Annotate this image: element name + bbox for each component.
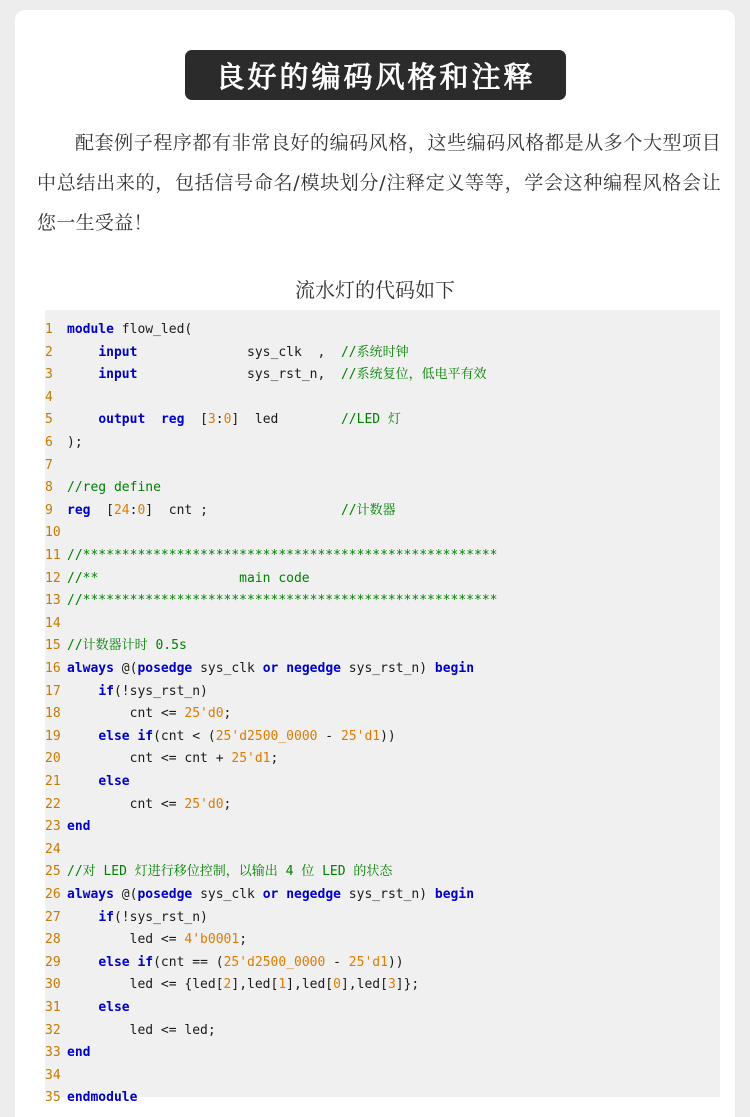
code-text: (cnt < (: [153, 728, 216, 744]
code-line: [45, 703, 720, 726]
line-number: 15: [45, 638, 61, 654]
code-text: sys_rst_n): [340, 661, 435, 676]
code-block: [45, 310, 720, 1106]
code-line: [45, 658, 720, 681]
line-number: 6: [45, 435, 53, 450]
code-keyword: reg: [67, 502, 91, 518]
code-text: sys_clk: [192, 661, 263, 676]
code-text: )): [387, 954, 404, 970]
code-text: )): [380, 728, 396, 744]
code-line: [45, 1065, 720, 1088]
line-number: 32: [45, 1022, 61, 1038]
code-number: 2: [223, 977, 232, 993]
code-number: 0: [223, 412, 232, 428]
code-number: 4'b0001: [184, 932, 240, 948]
code-keyword: output: [98, 412, 146, 428]
code-text: [278, 887, 286, 902]
code-text: [67, 1000, 98, 1015]
code-keyword: or: [262, 887, 279, 902]
line-number: 19: [45, 728, 61, 744]
code-number: 25'd2500_0000: [215, 728, 318, 744]
code-text: [67, 774, 98, 789]
intro-paragraph: 配套例子程序都有非常良好的编码风格，这些编码风格都是从多个大型项目中总结出来的，包括信号命名/模块划分/注释定义等等，学会这种编程风格会让您一生受益！: [37, 132, 721, 234]
code-text: ],led[: [286, 977, 334, 993]
code-text: (!sys_rst_n): [113, 683, 208, 699]
line-number: 18: [45, 706, 61, 722]
code-text: ] cnt ;: [145, 502, 341, 518]
code-keyword: input: [98, 367, 138, 383]
code-number: 24: [113, 502, 130, 518]
line-number: 34: [45, 1067, 61, 1083]
code-keyword: end: [67, 1045, 91, 1061]
code-text: cnt <= cnt +: [67, 751, 232, 767]
code-text: [67, 729, 98, 744]
code-text: sys_clk: [192, 887, 263, 902]
code-comment: //LED 灯: [340, 412, 401, 428]
line-number: 12: [45, 570, 61, 586]
code-comment: //系统时钟: [340, 344, 409, 360]
code-text: :: [215, 412, 224, 428]
code-text: [67, 367, 98, 382]
code-caption: 流水灯的代码如下: [295, 278, 455, 302]
code-line: [45, 681, 720, 704]
code-line: [45, 1020, 720, 1043]
code-line: [45, 748, 720, 771]
line-number: 3: [45, 367, 53, 383]
code-text: [145, 412, 161, 427]
code-text: led <=: [67, 932, 185, 948]
line-number: 25: [45, 864, 61, 880]
code-line: [45, 952, 720, 975]
line-number: 29: [45, 954, 61, 970]
line-number: 9: [45, 502, 53, 518]
line-number: 17: [45, 683, 61, 699]
code-keyword: endmodule: [67, 1090, 138, 1106]
code-text: );: [67, 435, 83, 450]
code-line: [45, 568, 720, 591]
code-comment: //系统复位，低电平有效: [340, 367, 487, 383]
code-line: [45, 319, 720, 342]
code-line: [45, 590, 720, 613]
line-number: 13: [45, 593, 61, 609]
code-keyword: else: [98, 774, 130, 789]
code-text: [: [90, 502, 114, 518]
code-keyword: always: [67, 887, 114, 902]
line-number: 10: [45, 525, 61, 541]
code-line: [45, 455, 720, 478]
code-line: [45, 409, 720, 432]
code-text: [67, 412, 98, 427]
code-text: -: [325, 954, 349, 970]
line-number: 24: [45, 841, 61, 857]
code-text: sys_rst_n,: [137, 367, 341, 383]
code-keyword: negedge: [286, 887, 341, 902]
code-keyword: else if: [98, 728, 154, 744]
code-text: [67, 910, 98, 925]
code-text: led <= led;: [67, 1022, 216, 1038]
code-text: ;: [239, 932, 248, 948]
line-number: 22: [45, 796, 61, 812]
line-number: 16: [45, 661, 61, 676]
code-text: cnt <=: [67, 796, 185, 812]
code-line: [45, 500, 720, 523]
code-text: ],led[: [340, 977, 388, 993]
code-line: [45, 477, 720, 500]
code-comment: //计数器: [340, 502, 396, 518]
line-number: 2: [45, 344, 53, 360]
code-line: [45, 816, 720, 839]
line-number: 30: [45, 977, 61, 993]
code-number: 25'd0: [184, 796, 224, 812]
code-text: ;: [223, 796, 232, 812]
line-number: 1: [45, 322, 53, 337]
code-comment: //对 LED 灯进行移位控制，以输出 4 位 LED 的状态: [67, 864, 393, 880]
code-text: [: [184, 412, 208, 428]
code-text: ]};: [395, 977, 420, 993]
code-text: ] led: [231, 412, 341, 428]
line-number: 4: [45, 389, 53, 405]
code-text: (!sys_rst_n): [113, 909, 208, 925]
line-number: 7: [45, 457, 53, 473]
code-number: 25'd1: [340, 728, 381, 744]
code-line: [45, 387, 720, 410]
code-keyword: if: [98, 683, 114, 699]
line-number: 20: [45, 751, 61, 767]
line-number: 21: [45, 774, 61, 789]
code-line: [45, 974, 720, 997]
code-line: [45, 726, 720, 749]
code-text: @(: [113, 887, 138, 902]
code-line: [45, 432, 720, 455]
code-keyword: posedge: [137, 887, 193, 902]
code-keyword: negedge: [286, 661, 341, 676]
code-line: [45, 1087, 720, 1110]
line-number: 11: [45, 548, 61, 563]
code-text: -: [317, 728, 341, 744]
code-line: [45, 545, 720, 568]
line-number: 23: [45, 819, 61, 835]
code-keyword: always: [67, 661, 114, 676]
code-keyword: if: [98, 909, 114, 925]
code-line: [45, 342, 720, 365]
code-number: 3: [207, 412, 216, 428]
code-text: [67, 955, 98, 970]
code-text: flow_led(: [113, 322, 193, 337]
code-text: ],led[: [231, 977, 279, 993]
code-line: [45, 522, 720, 545]
line-number: 35: [45, 1090, 61, 1106]
code-text: cnt <=: [67, 706, 185, 722]
code-keyword: input: [98, 344, 138, 360]
line-number: 31: [45, 1000, 61, 1015]
line-number: 5: [45, 412, 53, 428]
code-line: [45, 997, 720, 1020]
line-number: 27: [45, 909, 61, 925]
code-keyword: end: [67, 819, 91, 835]
code-text: ;: [270, 751, 279, 767]
line-number: 14: [45, 615, 61, 631]
code-comment: //*****************************************************: [67, 548, 498, 563]
code-line: [45, 839, 720, 862]
code-text: [67, 345, 98, 360]
code-line: [45, 884, 720, 907]
code-comment: //** main code: [67, 570, 310, 586]
code-keyword: else: [98, 1000, 130, 1015]
line-number: 8: [45, 480, 53, 496]
code-number: 25'd1: [231, 751, 271, 767]
code-keyword: or: [262, 661, 279, 676]
code-text: (cnt == (: [153, 954, 224, 970]
code-text: [67, 684, 98, 699]
line-number: 33: [45, 1045, 61, 1061]
line-number: 26: [45, 887, 61, 902]
code-comment: //reg define: [67, 480, 161, 496]
code-line: [45, 613, 720, 636]
code-line: [45, 771, 720, 794]
content-card: [15, 10, 735, 1117]
code-number: 3: [387, 977, 396, 993]
line-number: 28: [45, 932, 61, 948]
code-keyword: posedge: [137, 661, 193, 676]
section-title: 良好的编码风格和注释: [185, 50, 566, 100]
code-line: [45, 364, 720, 387]
code-line: [45, 635, 720, 658]
code-line: [45, 907, 720, 930]
code-comment: //*****************************************************: [67, 593, 498, 609]
code-number: 1: [278, 977, 287, 993]
code-text: ;: [223, 706, 232, 722]
code-number: 0: [333, 977, 341, 993]
code-line: [45, 861, 720, 884]
code-number: 25'd0: [184, 706, 224, 722]
code-number: 0: [137, 502, 146, 518]
code-number: 25'd1: [348, 954, 388, 970]
code-text: sys_clk ,: [137, 344, 341, 360]
code-line: [45, 794, 720, 817]
code-keyword: module: [67, 322, 114, 337]
code-keyword: begin: [434, 661, 475, 676]
code-keyword: begin: [434, 887, 475, 902]
code-number: 25'd2500_0000: [223, 954, 326, 970]
code-text: [278, 661, 286, 676]
code-line: [45, 1042, 720, 1065]
code-text: sys_rst_n): [340, 887, 435, 902]
code-line: [45, 929, 720, 952]
code-keyword: else if: [98, 954, 154, 970]
code-text: @(: [113, 661, 138, 676]
code-comment: //计数器计时 0.5s: [67, 638, 187, 654]
code-keyword: reg: [160, 412, 185, 428]
code-text: :: [129, 502, 138, 518]
code-text: led <= {led[: [67, 977, 224, 993]
